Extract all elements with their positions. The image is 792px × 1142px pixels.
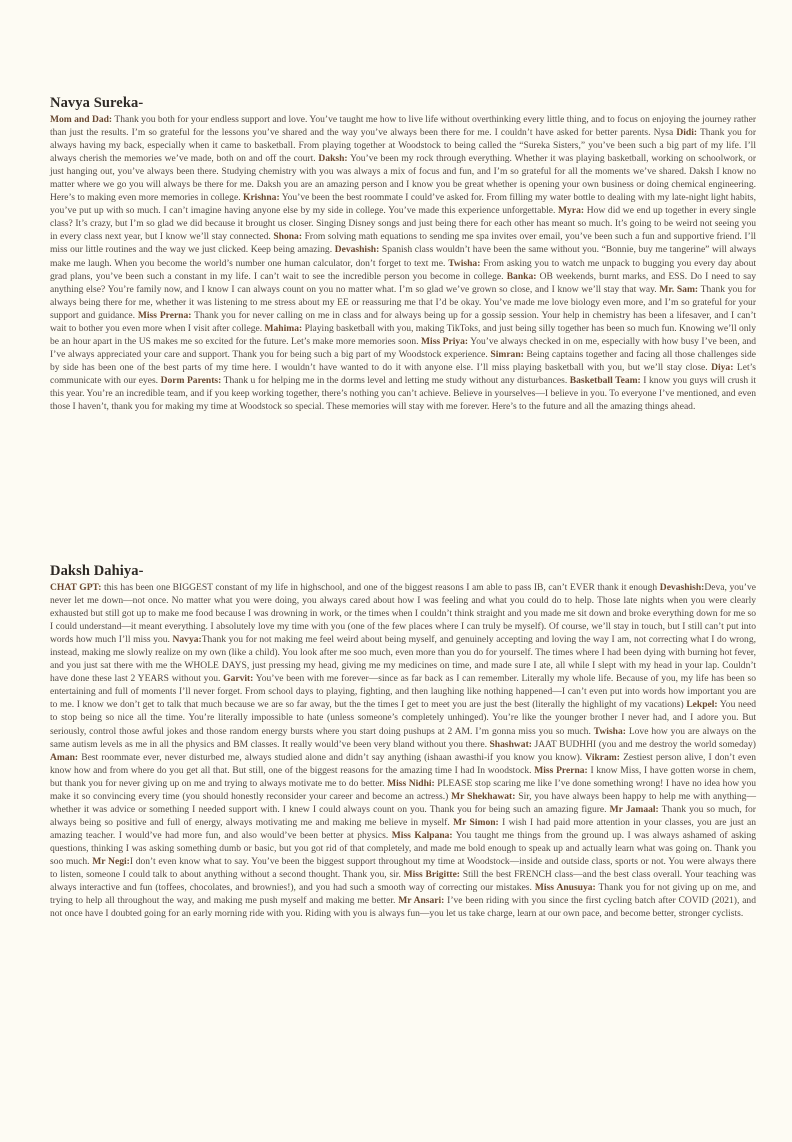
recipient-name: Banka: <box>506 270 537 282</box>
recipient-name: Twisha: <box>593 725 626 737</box>
message-text: I wish I had paid more attention in your classes, you are just an amazing teacher. I would’ve had more fun, and also would’ve been better at physics. <box>50 816 757 841</box>
recipient-name: Dorm Parents: <box>160 374 222 386</box>
message-text: You’ve been with me forever—since as far back as I can remember. Literally my whole life. Because of you, my life has been so entertaining and full of moments I’ll never forget. From school days to playing, fighting, and then laughing like nothing happened—I can’t even put into words how important you are to me. I know we don’t get to talk that much because we are so far away, but the the times I get to meet you are just the best (literally the highlight of my vacations) <box>50 673 756 711</box>
message-text: You’ve always checked in on me, especially with how busy I’ve been, and I’ve always appreciated your care and support. Thank you for being such a big part of my Woodstock experience. <box>50 335 756 360</box>
message-text: You’ve been my rock through everything. Whether it was playing basketball, working on schoolwork, or just hanging out, you’ve always been there. Studying chemistry with you was always a mix of focus and fun, and I’m so grateful for all the moments we’ve shared. Daksh I know no matter where we go you will always be there for me. Daksh you are an amazing person and I know you be great whether is opening your own business or doing chemical engineering. Here’s to making even more memories in college. <box>50 153 756 204</box>
recipient-name: Navya: <box>172 634 202 646</box>
message-text: From solving math equations to sending me spa invites over email, you’ve been such a fun and supportive friend. I’ll miss our little routines and the way we just clicked. Keep being amazing. <box>50 231 756 256</box>
recipient-name: Mom and Dad: <box>50 114 113 125</box>
dedication-paragraph <box>50 581 756 920</box>
recipient-name: Simran: <box>490 348 524 360</box>
dedication-section <box>50 563 756 920</box>
recipient-name: Mr Jamaal: <box>609 803 659 815</box>
message-text: Thank you so much, for always being so positive and full of energy, always motivating me and making me believe in myself. <box>50 803 756 828</box>
dedication-paragraph <box>50 113 756 413</box>
recipient-name: Miss Kalpana: <box>391 829 453 841</box>
section-title: Daksh Dahiya- <box>50 563 144 579</box>
message-text: You need to stop being so nice all the time. You’re literally impossible to hate (unless someone’s completely unhinged). You’re like the younger brother I never had, and I adore you. But seriously, control those awful jokes and those random energy bursts where you start doing pushups at 2 AM. I’m gonna miss you so much. <box>50 699 756 737</box>
message-text: I’ve been riding with you since the first cycling batch after COVID (2021), and not once have I doubted going for an early morning ride with you. Riding with you is always fun—you let us take charge, learn at our own pace, and become better, stronger cyclists. <box>50 895 756 920</box>
message-text: Love how you are always on the same autism levels as me in all the physics and BM classes. It really would’ve been very bland without you there. <box>50 725 756 750</box>
recipient-name: Daksh: <box>318 153 348 165</box>
message-text: Zestiest person alive, I don’t even know how and from where do you get all that. But still, one of the biggest reasons for the amazing time I had In woodstock. <box>50 751 756 776</box>
message-text: I don’t even know what to say. You’ve been the biggest support throughout my time at Woodstock—inside and outside class, sports or not. You were always there to listen, someone I could talk to about anything without a second thought. Thank you, sir. <box>50 855 757 881</box>
message-text: Thank you for not giving up on me, and trying to help all throughout the way, and making me push myself and making me better. <box>50 882 756 907</box>
message-text: Thank you for always being there for me, whether it was listening to me stress about my EE or reassuring me that I’d be okay. You’ve made me love biology even more, and I’m so grateful for your support and guidance. <box>50 283 756 321</box>
message-text: Thank you for always having my back, especially when it came to basketball. From playing together at Woodstock to being called the “Sureka Sisters,” you’ve been such a big part of my life. I’ll always cherish the memories we’ve made, both on and off the court. <box>50 127 756 165</box>
recipient-name: Mahima: <box>264 322 303 334</box>
recipient-name: Shashwat: <box>489 738 532 750</box>
recipient-name: Miss Anusuya: <box>534 882 596 894</box>
message-text: Thank you for not making me feel weird about being myself, and genuinely accepting and loving the way I am, not correcting what I do wrong, instead, making me slowly realize on my own (like a child). You look after me soo much, even more than you do for yourself. The times where I had been dying with burning hot fever, and you just sat there with me the WHOLE DAYS, just pressing my head, giving me my medicines on time, and made sure I ate, all while I slept with my head in your lap. Couldn’t have done these last 2 YEARS without you. <box>50 634 756 685</box>
recipient-name: Miss Prerna: <box>137 309 192 321</box>
message-text: Best roommate ever, never disturbed me, always studied alone and didn’t say anything (ishaan awasthi-if you know you know). <box>78 751 586 763</box>
recipient-name: Mr Ansari: <box>398 895 445 907</box>
section-title: Navya Sureka- <box>50 95 144 111</box>
message-text: Still the best FRENCH class—and the best class overall. Your teaching was always interactive and fun (toffees, chocolates, and brownies!), and you had such a smooth way of correcting our mistakes. <box>50 869 756 894</box>
message-text: Being captains together and facing all those challenges side by side has been one of the best parts of my time here. I wouldn’t have wanted to do it with anyone else. I’ll miss playing basketball with you, but we’ll stay close. <box>50 348 756 373</box>
recipient-name: Miss Brigitte: <box>403 869 460 881</box>
recipient-name: Twisha: <box>448 257 481 269</box>
message-text: You’ve been the best roommate I could’ve asked for. From filling my water bottle to dealing with my late-night light habits, you’ve put up with so much. I can’t imagine having anyone else by my side in college. You’ve made this experience unforgettable. <box>50 192 756 217</box>
message-text: You taught me things from the ground up. I was always ashamed of asking questions, thinking I was asking something dumb or basic, but you got rid of that completely, and made me bold enough to speak up and actually learn what was going on. Thank you soo much. <box>50 829 756 867</box>
message-text: Let’s communicate with our eyes. <box>50 361 756 386</box>
recipient-name: Miss Prerna: <box>534 764 588 776</box>
recipient-name: Myra: <box>558 205 585 217</box>
message-text: I know you guys will crush it this year. You’re an incredible team, and if you keep working together, there’s nothing you can’t achieve. Believe in yourselves—I believe in you. To everyone I’ve mentioned, and even those I haven’t, thank you for making my time at Woodstock so special. These memories will stay with me forever. Here’s to the future and all the amazing things ahead. <box>50 374 757 413</box>
message-text: How did we end up together in every single class? It’s crazy, but I’m so glad we did because it brought us closer. Singing Disney songs and just being there for each other has meant so much. It’s going to be weird not seeing you in every class next year, but I know we’ll stay connected. <box>50 205 757 243</box>
message-text: Playing basketball with you, making TikToks, and just being silly together has been so much fun. Knowing we’ll only be an hour apart in the US makes me so excited for the future. Let’s make more memories soon. <box>50 322 756 347</box>
message-text: Thank you for never calling on me in class and for always being up for a gossip session. Your help in chemistry has been a lifesaver, and I can’t wait to bother you even more when I visit after college. <box>50 309 756 334</box>
message-text: PLEASE stop scaring me like I’ve done something wrong! I have no idea how you make it so convincing every time (you should honestly reconsider your career and become an actress.) <box>50 777 756 802</box>
message-text: Sir, you have always been happy to help me with anything—whether it was advice or something I needed support with. I knew I could always count on you. Thank you for being such an amazing figure. <box>50 790 756 815</box>
recipient-name: Shona: <box>273 231 303 243</box>
recipient-name: Didi: <box>676 127 698 139</box>
message-text: Thank u for helping me in the dorms level and letting me study without any disturbances. <box>221 374 570 386</box>
recipient-name: Miss Nidhi: <box>387 777 435 789</box>
recipient-name: Aman: <box>50 751 79 763</box>
recipient-name: CHAT GPT: <box>50 582 102 593</box>
recipient-name: Lekpel: <box>686 699 718 711</box>
message-text: JAAT BUDHHI (you and me destroy the world someday) <box>531 738 756 750</box>
dedication-section <box>50 95 756 413</box>
message-text: From asking you to watch me unpack to bugging you every day about grad plans, you’ve been such a constant in my life. I can’t wait to see the incredible person you become in college. <box>50 257 756 282</box>
recipient-name: Diya: <box>711 361 734 373</box>
message-text: Thank you both for your endless support and love. You’ve taught me how to live life without overthinking every little thing, and to focus on enjoying the journey rather than just the results. I’m so grateful for the lessons you’ve shared and the way you’ve always been there for me. I couldn’t have asked for better parents. Nysa <box>50 114 757 139</box>
recipient-name: Mr Shekhawat: <box>451 790 516 802</box>
recipient-name: Krishna: <box>243 192 280 204</box>
message-text: Deva, you’ve never let me down—not once. No matter what you were doing, you always cared about how I was feeling and what you could do to help. Those late nights when you were clearly exhausted but still got up to make me food because I was drowning in work, or the times when I couldn’t think straight and you made me sit down and broke everything down for me so I could understand—it meant everything. I absolutely love my time with you (one of the few places where I can truly be myself). Of course, we’ll stay in touch, but I still can’t put into words how much I’ll miss you. <box>50 582 756 646</box>
recipient-name: Basketball Team: <box>569 374 641 386</box>
message-text: OB weekends, burnt marks, and ESS. Do I need to say anything else? You’re family now, and I know I can always count on you no matter what. I’m so glad we’ve grown so close, and I know we’ll stay that way. <box>50 270 756 295</box>
recipient-name: Mr Simon: <box>453 816 499 828</box>
message-text: Spanish class wouldn’t have been the same without you. “Bonnie, buy me tangerine” will always make me laugh. When you become the world’s number one human calculator, don’t forget to text me. <box>50 244 757 269</box>
recipient-name: Vikram: <box>585 751 620 763</box>
recipient-name: Garvit: <box>223 673 254 685</box>
message-text: this has been one BIGGEST constant of my life in highschool, and one of the biggest reasons I am able to pass IB, can’t EVER thank it enough <box>101 582 660 593</box>
recipient-name: Miss Priya: <box>421 335 469 347</box>
recipient-name: Mr. Sam: <box>659 283 699 295</box>
recipient-name: Mr Negi: <box>92 855 130 867</box>
message-text: I know Miss, I have gotten worse in chem, but thank you for never giving up on me and trying to always motivate me to do better. <box>50 764 756 789</box>
recipient-name: Devashish: <box>334 244 380 256</box>
recipient-name: Devashish: <box>659 582 705 593</box>
